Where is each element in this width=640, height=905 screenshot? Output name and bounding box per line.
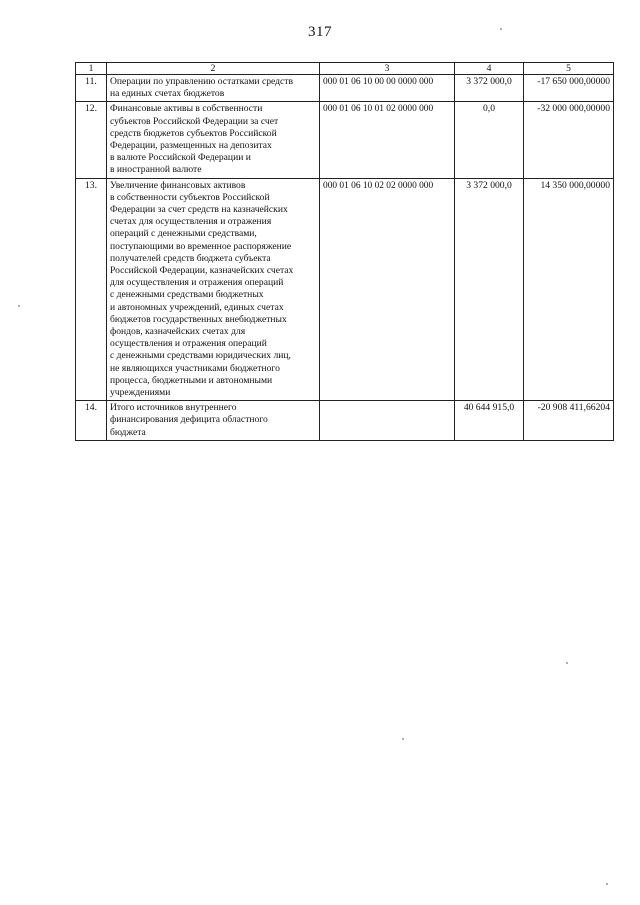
row-number: 12. [76, 102, 107, 178]
row-description: Итого источников внутреннего финансирования дефицита областного бюджета [107, 401, 320, 441]
column-header-2: 2 [107, 63, 320, 75]
table-row [76, 401, 614, 441]
column-header-4: 4 [455, 63, 524, 75]
row-number: 14. [76, 401, 107, 441]
budget-classification-code: 000 01 06 10 02 02 0000 000 [320, 178, 455, 401]
table-row [76, 178, 614, 401]
amount-column-4: 0,0 [455, 102, 524, 178]
table-row [76, 102, 614, 178]
scan-speck [402, 738, 404, 740]
budget-classification-code [320, 401, 455, 441]
row-description: Финансовые активы в собственности субъектов Российской Федерации за счет средств бюджетов субъектов Российской Федерации, размещенных на депозитах в валюте Российской Федерации и в иностранной валюте [107, 102, 320, 178]
scan-speck [606, 883, 608, 885]
row-description: Увеличение финансовых активов в собственности субъектов Российской Федерации за счет средств на казначейских счетах для осуществления и отражения операций с денежными средствами, поступающими во временное распоряжение получателей средств бюджета субъекта Российской Федерации, казначейских счетах для осуществления и отражения операций с денежными средствами бюджетных и автономных учреждений, единых счетах бюджетов государственных внебюджетных фондов, казначейских счетах для осуществления и отражения операций с денежными средствами юридических лиц, не являющихся участниками бюджетного процесса, бюджетными и автономными учреждениями [107, 178, 320, 401]
row-number: 13. [76, 178, 107, 401]
table-row [76, 75, 614, 102]
amount-column-4: 40 644 915,0 [455, 401, 524, 441]
row-description: Операции по управлению остатками средств на единых счетах бюджетов [107, 75, 320, 102]
scan-speck [18, 305, 20, 307]
sources-financing-table [75, 62, 614, 441]
amount-column-5: -20 908 411,66204 [524, 401, 614, 441]
scan-speck [566, 662, 568, 664]
amount-column-4: 3 372 000,0 [455, 75, 524, 102]
header-row [76, 63, 614, 75]
row-number: 11. [76, 75, 107, 102]
amount-column-5: -32 000 000,00000 [524, 102, 614, 178]
column-header-1: 1 [76, 63, 107, 75]
amount-column-5: -17 650 000,00000 [524, 75, 614, 102]
column-header-5: 5 [524, 63, 614, 75]
budget-classification-code: 000 01 06 10 01 02 0000 000 [320, 102, 455, 178]
page-number: 317 [308, 24, 332, 40]
table-header [76, 63, 614, 75]
budget-classification-code: 000 01 06 10 00 00 0000 000 [320, 75, 455, 102]
amount-column-5: 14 350 000,00000 [524, 178, 614, 401]
table-body [76, 75, 614, 441]
column-header-3: 3 [320, 63, 455, 75]
amount-column-4: 3 372 000,0 [455, 178, 524, 401]
scan-speck [500, 28, 502, 30]
